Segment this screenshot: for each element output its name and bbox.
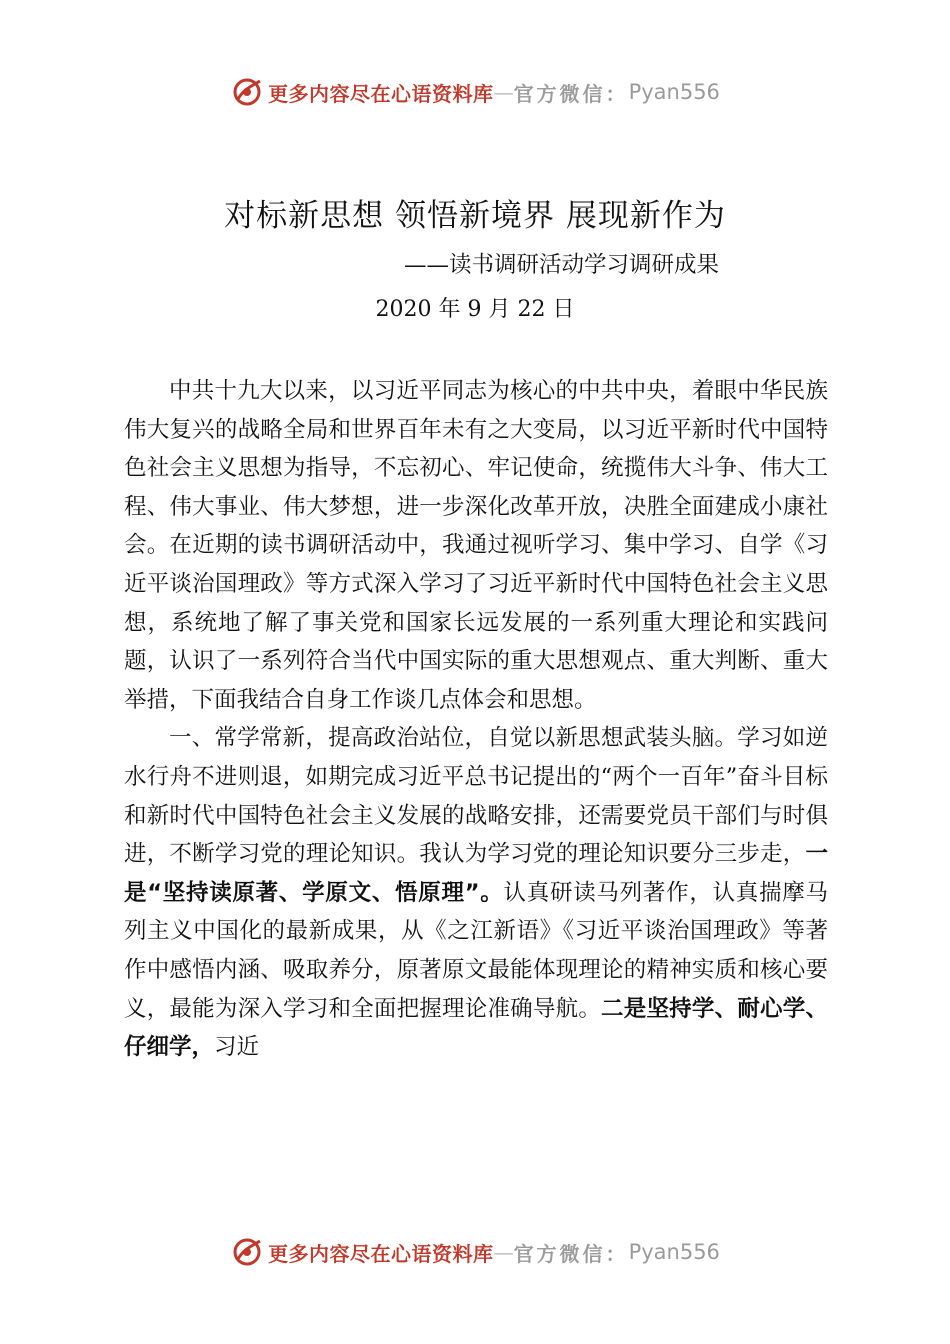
key-point-one: 一是“坚持读原著、学原文、悟原理”。 [124, 841, 828, 906]
banner-library-text: 更多内容尽在心语资料库 [268, 1241, 494, 1266]
paragraph-text: 习近 [214, 1034, 260, 1061]
document-subtitle: ——读书调研活动学习调研成果 [404, 252, 720, 278]
header-banner [0, 74, 950, 110]
document-title: 对标新思想 领悟新境界 展现新作为 [224, 198, 726, 234]
key-point-two: 二是坚持学、耐心学、仔细学， [124, 995, 828, 1061]
banner-library-text: 更多内容尽在心语资料库 [268, 81, 494, 106]
banner-wechat-label: 官方微信： [513, 1241, 629, 1266]
logo-icon [230, 1235, 264, 1269]
logo-icon [230, 75, 264, 109]
document-date: 2020 年 9 月 22 日 [375, 297, 575, 322]
banner-dash: — [493, 1240, 514, 1264]
paragraph-text: 认真研读马列著作，认真揣摩马列主义中国化的最新成果，从《之江新语》《习近平谈治国理政》等著作中感悟内涵、吸取养分，原著原文最能体现理论的精神实质和核心要义，最能为深入学习和全面把握理论准确导航。 [124, 879, 828, 1022]
paragraph-intro: 中共十九大以来，以习近平同志为核心的中共中央，着眼中华民族伟大复兴的战略全局和世界百年未有之大变局，以习近平新时代中国特色社会主义思想为指导，不忘初心、牢记使命，统揽伟大斗争、伟大工程、伟大事业、伟大梦想，进一步深化改革开放，决胜全面建成小康社会。在近期的读书调研活动中，我通过视听学习、集中学习、自学《习近平谈治国理政》等方式深入学习了习近平新时代中国特色社会主义思想，系统地了解了事关党和国家长远发展的一系列重大理论和实践问题，认识了一系列符合当代中国实际的重大思想观点、重大判断、重大举措，下面我结合自身工作谈几点体会和思想。 [124, 378, 828, 713]
banner-dash: — [493, 80, 514, 104]
paragraph-section-one [124, 719, 828, 1066]
banner-wechat-label: 官方微信： [513, 81, 629, 106]
document-body [124, 372, 828, 1067]
footer-banner [0, 1234, 950, 1270]
banner-wechat-id: Pyan556 [628, 1240, 720, 1264]
paragraph-text: 一、常学常新，提高政治站位，自觉以新思想武装头脑。学习如逆水行舟不进则退，如期完成习近平总书记提出的“两个一百年”奋斗目标和新时代中国特色社会主义发展的战略安排，还需要党员干部们与时俱进，不断学习党的理论知识。我认为学习党的理论知识要分三步走， [124, 725, 828, 868]
banner-wechat-id: Pyan556 [628, 80, 720, 104]
